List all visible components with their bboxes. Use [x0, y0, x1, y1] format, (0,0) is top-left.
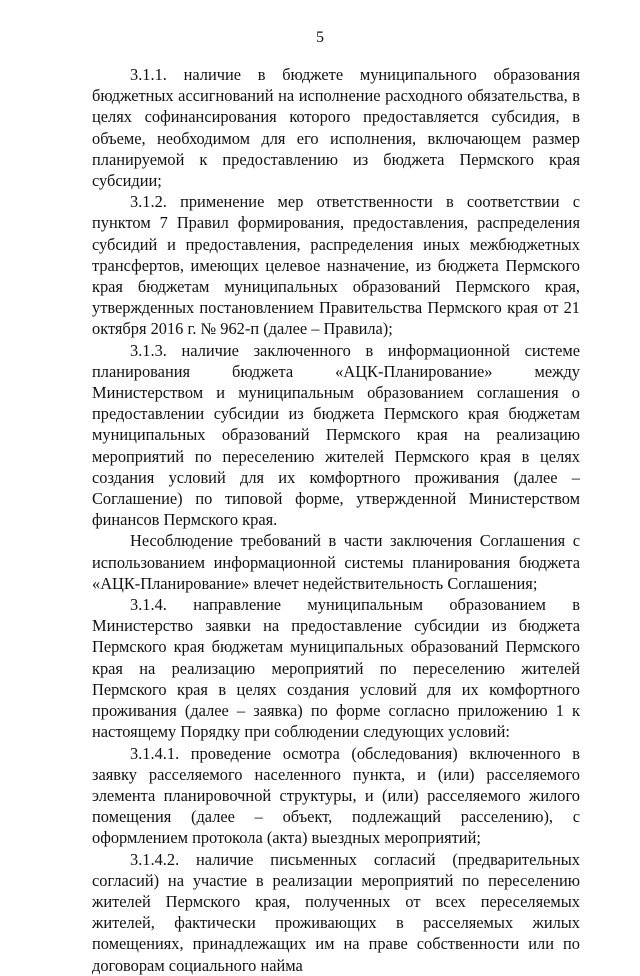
paragraph-non-compliance: Несоблюдение требований в части заключения Соглашения с использованием информационной системы планирования бюджета «АЦК-Планирование» влечет недействительность Соглашения; — [92, 531, 580, 593]
paragraph-3-1-4: 3.1.4. направление муниципальным образованием в Министерство заявки на предоставление субсидии из бюджета Пермского края бюджетам муниципальных образований Пермского края на реализацию мероприятий по переселению жителей Пермского края в целях создания условий для их комфортного проживания (далее – заявка) по форме согласно приложению 1 к настоящему Порядку при соблюдении следующих условий: — [92, 595, 580, 742]
document-body — [92, 64, 580, 976]
paragraph-3-1-3: 3.1.3. наличие заключенного в информационной системе планирования бюджета «АЦК-Планирование» между Министерством и муниципальным образованием соглашения о предоставлении субсидии из бюджета Пермского края бюджетам муниципальных образований Пермского края на реализацию мероприятий по переселению жителей Пермского края в целях создания условий для их комфортного проживания (далее – Соглашение) по типовой форме, утвержденной Министерством финансов Пермского края. — [92, 340, 580, 530]
paragraph-3-1-4-1: 3.1.4.1. проведение осмотра (обследования) включенного в заявку расселяемого населенного пункта, и (или) расселяемого элемента планировочной структуры, и (или) расселяемого жилого помещения (далее – объект, подлежащий расселению), с оформлением протокола (акта) выездных мероприятий; — [92, 743, 580, 848]
paragraph-3-1-4-2: 3.1.4.2. наличие письменных согласий (предварительных согласий) на участие в реализации мероприятий по переселению жителей Пермского края, полученных от всех переселяемых жителей, фактически проживающих в расселяемых жилых помещениях, принадлежащих им на праве собственности или по договорам социального найма — [92, 849, 580, 975]
page-number: 5 — [316, 29, 324, 46]
paragraph-3-1-1: 3.1.1. наличие в бюджете муниципального образования бюджетных ассигнований на исполнение расходного обязательства, в целях софинансирования которого предоставляется субсидия, в объеме, необходимом для его исполнения, включающем размер планируемой к предоставлению из бюджета Пермского края субсидии; — [92, 65, 580, 191]
paragraph-3-1-2: 3.1.2. применение мер ответственности в соответствии с пунктом 7 Правил формирования, предоставления, распределения субсидий и предоставления, распределения иных межбюджетных трансфертов, имеющих целевое назначение, из бюджета Пермского края бюджетам муниципальных образований Пермского края, утвержденных постановлением Правительства Пермского края от 21 октября 2016 г. № 962-п (далее – Правила); — [92, 192, 580, 339]
